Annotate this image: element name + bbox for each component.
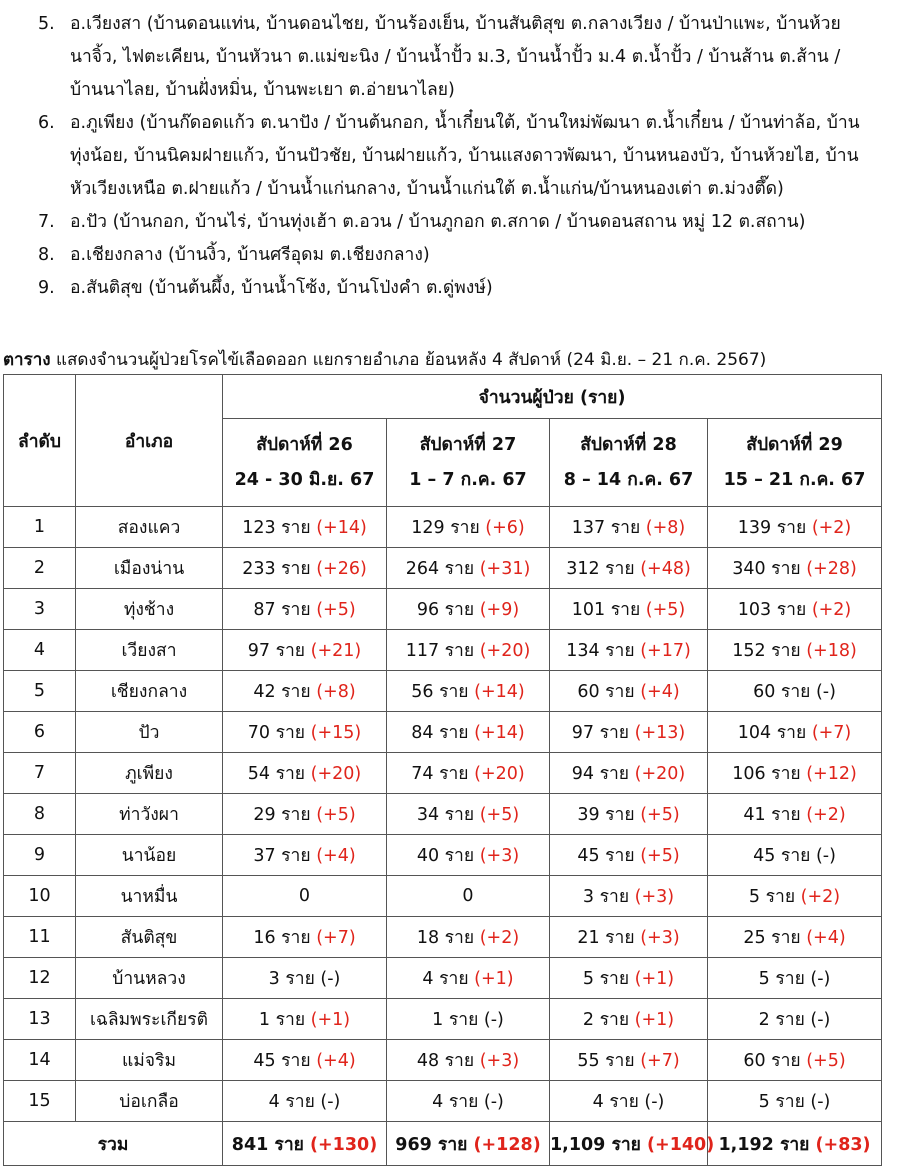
row-district: เฉลิมพระเกียรติ — [76, 999, 223, 1040]
case-delta: (+20) — [310, 764, 362, 784]
list-item — [0, 239, 900, 272]
week-cell — [387, 630, 550, 671]
case-count: 1 ราย (-) — [432, 1010, 504, 1030]
case-count: 4 ราย (-) — [432, 1092, 504, 1112]
row-order: 4 — [4, 630, 76, 671]
total-cell — [223, 1122, 387, 1166]
case-count: 2 ราย (-) — [758, 1010, 831, 1030]
week-cell — [550, 589, 708, 630]
case-delta: (+20) — [474, 764, 525, 784]
list-item — [0, 107, 900, 206]
case-count: 41 ราย — [743, 805, 801, 825]
case-delta: (+5) — [316, 600, 356, 620]
case-delta: (+1) — [310, 1010, 351, 1030]
row-order: 9 — [4, 835, 76, 876]
week-cell — [223, 630, 387, 671]
case-delta: (+48) — [640, 559, 691, 579]
table-row — [4, 958, 882, 999]
week-cell — [708, 630, 882, 671]
case-count: 264 ราย — [405, 559, 475, 579]
case-count: 123 ราย — [242, 518, 311, 538]
row-district: บ้านหลวง — [76, 958, 223, 999]
case-count: 84 ราย — [411, 723, 469, 743]
case-delta: (+5) — [640, 805, 680, 825]
case-delta: (+2) — [800, 887, 841, 907]
week-cell — [708, 917, 882, 958]
list-item — [0, 206, 900, 239]
week-cell — [223, 671, 387, 712]
case-count: 39 ราย — [577, 805, 635, 825]
total-value: 1,192 ราย — [718, 1134, 810, 1155]
case-delta: (+14) — [316, 518, 367, 538]
row-district: ปัว — [76, 712, 223, 753]
list-item — [0, 272, 900, 305]
table-row — [4, 753, 882, 794]
list-item-text: อ.ภูเพียง (บ้านก๊ดอดแก้ว ต.นาปัง / บ้านต้นกอก, น้ำเกี๋ยนใต้, บ้านใหม่พัฒนา ต.น้ำเกี๋ยน / บ้านท่าล้อ, บ้านทุ่งน้อย, บ้านนิคมฝายแก้ว, บ้านปัวชัย, บ้านฝายแก้ว, บ้านแสงดาวพัฒนา, บ้านหนองบัว, บ้านห้วยไฮ, บ้านหัวเวียงเหนือ ต.ฝายแก้ว / บ้านน้ำแก่นกลาง, บ้านน้ำแก่นใต้ ต.น้ำแก่น/บ้านหนองเต่า ต.ม่วงตึ๊ด) — [70, 113, 860, 199]
week-cell — [708, 1040, 882, 1081]
week-cell — [708, 835, 882, 876]
table-row — [4, 835, 882, 876]
row-district: เวียงสา — [76, 630, 223, 671]
week-cell — [550, 507, 708, 548]
row-district: นาน้อย — [76, 835, 223, 876]
week-cell — [223, 1040, 387, 1081]
list-item-text: อ.เชียงกลาง (บ้านงิ้ว, บ้านศรีอุดม ต.เชียงกลาง) — [70, 245, 430, 265]
case-count: 60 ราย — [743, 1051, 801, 1071]
table-row — [4, 1081, 882, 1122]
case-delta: (+15) — [310, 723, 362, 743]
list-item-text: อ.สันติสุข (บ้านต้นผึ้ง, บ้านน้ำโซ้ง, บ้านโป่งคำ ต.ดู่พงษ์) — [70, 278, 493, 298]
week-cell — [708, 671, 882, 712]
week-cell — [708, 753, 882, 794]
week-cell — [708, 1081, 882, 1122]
case-count: 137 ราย — [571, 518, 641, 538]
header-district: อำเภอ — [76, 375, 223, 507]
case-count: 5 ราย (-) — [758, 1092, 831, 1112]
row-district: สองแคว — [76, 507, 223, 548]
row-order: 10 — [4, 876, 76, 917]
case-count: 45 ราย — [253, 1051, 311, 1071]
week-cell — [708, 712, 882, 753]
total-delta: (+130) — [310, 1134, 378, 1155]
case-count: 152 ราย — [732, 641, 801, 661]
week-cell — [708, 999, 882, 1040]
case-delta: (+5) — [640, 846, 680, 866]
total-value: 1,109 ราย — [550, 1134, 641, 1155]
case-count: 54 ราย — [247, 764, 306, 784]
total-delta: (+83) — [815, 1134, 871, 1155]
table-row — [4, 712, 882, 753]
case-count: 129 ราย — [411, 518, 480, 538]
table-row — [4, 507, 882, 548]
case-count: 94 ราย — [571, 764, 630, 784]
row-district: แม่จริม — [76, 1040, 223, 1081]
week-cell — [708, 876, 882, 917]
row-order: 3 — [4, 589, 76, 630]
week-title: สัปดาห์ที่ 28 — [580, 434, 677, 455]
week-cell — [223, 589, 387, 630]
case-count: 96 ราย — [416, 600, 475, 620]
row-district: เชียงกลาง — [76, 671, 223, 712]
week-cell — [387, 589, 550, 630]
case-delta: (+2) — [479, 928, 520, 948]
row-district: ภูเพียง — [76, 753, 223, 794]
row-order: 5 — [4, 671, 76, 712]
week-cell — [550, 1081, 708, 1122]
row-order: 12 — [4, 958, 76, 999]
week-cell — [387, 917, 550, 958]
case-count: 312 ราย — [566, 559, 635, 579]
week-cell — [223, 835, 387, 876]
case-count: 21 ราย — [577, 928, 635, 948]
case-count: 18 ราย — [416, 928, 475, 948]
week-cell — [550, 876, 708, 917]
case-delta: (+18) — [806, 641, 857, 661]
week-range: 8 – 14 ก.ค. 67 — [563, 469, 694, 490]
case-delta: (+28) — [806, 559, 857, 579]
week-cell — [708, 794, 882, 835]
list-item-text: อ.ปัว (บ้านกอก, บ้านไร่, บ้านทุ่งเฮ้า ต.อวน / บ้านภูกอก ต.สกาด / บ้านดอนสถาน หมู่ 12 ต.สถาน) — [70, 212, 806, 232]
case-delta: (+2) — [811, 600, 852, 620]
week-range: 24 - 30 มิ.ย. 67 — [234, 469, 375, 490]
table-caption — [3, 346, 766, 374]
week-cell — [550, 999, 708, 1040]
week-cell — [550, 753, 708, 794]
week-title: สัปดาห์ที่ 29 — [746, 434, 843, 455]
week-cell — [387, 548, 550, 589]
case-count: 42 ราย — [253, 682, 311, 702]
total-delta: (+128) — [473, 1134, 541, 1155]
case-count: 0 — [298, 886, 311, 906]
week-cell — [223, 507, 387, 548]
week-cell — [550, 917, 708, 958]
case-count: 74 ราย — [411, 764, 469, 784]
case-count: 4 ราย (-) — [268, 1092, 341, 1112]
week-cell — [550, 794, 708, 835]
case-count: 139 ราย — [737, 518, 807, 538]
total-cell — [550, 1122, 715, 1166]
row-order: 11 — [4, 917, 76, 958]
case-delta: (+31) — [479, 559, 531, 579]
total-cell — [387, 1122, 550, 1166]
case-delta: (+17) — [640, 641, 691, 661]
table-row — [4, 794, 882, 835]
week-cell — [708, 548, 882, 589]
list-item-number: 5. — [38, 14, 55, 34]
week-cell — [708, 589, 882, 630]
case-delta: (+7) — [316, 928, 356, 948]
case-count: 40 ราย — [416, 846, 475, 866]
header-order: ลำดับ — [4, 375, 76, 507]
case-delta: (+14) — [474, 682, 525, 702]
header-week — [708, 419, 882, 507]
row-order: 15 — [4, 1081, 76, 1122]
table-body — [4, 507, 882, 1122]
case-count: 4 ราย — [422, 969, 469, 989]
week-cell — [223, 1081, 387, 1122]
row-district: นาหมื่น — [76, 876, 223, 917]
case-count: 60 ราย (-) — [753, 682, 836, 702]
case-delta: (+26) — [316, 559, 367, 579]
case-delta: (+14) — [474, 723, 525, 743]
week-cell — [387, 835, 550, 876]
total-row — [4, 1122, 882, 1166]
week-cell — [708, 507, 882, 548]
total-cell — [708, 1122, 882, 1166]
case-count: 45 ราย (-) — [753, 846, 836, 866]
header-week — [550, 419, 708, 507]
case-count: 2 ราย — [582, 1010, 630, 1030]
list-item — [0, 8, 900, 107]
case-delta: (+1) — [634, 969, 675, 989]
row-order: 1 — [4, 507, 76, 548]
total-value: 969 ราย — [395, 1134, 468, 1155]
case-count: 4 ราย (-) — [592, 1092, 665, 1112]
case-count: 104 ราย — [737, 723, 807, 743]
row-district: ทุ่งช้าง — [76, 589, 223, 630]
week-cell — [550, 835, 708, 876]
list-item-number: 9. — [38, 278, 55, 298]
caption-label: ตาราง — [3, 350, 51, 370]
row-district: สันติสุข — [76, 917, 223, 958]
case-delta: (+5) — [645, 600, 686, 620]
list-item-number: 7. — [38, 212, 55, 232]
week-cell — [223, 712, 387, 753]
week-cell — [387, 999, 550, 1040]
row-order: 13 — [4, 999, 76, 1040]
case-count: 60 ราย — [577, 682, 635, 702]
case-count: 87 ราย — [253, 600, 311, 620]
week-cell — [387, 1081, 550, 1122]
week-cell — [708, 958, 882, 999]
case-count: 106 ราย — [732, 764, 801, 784]
case-count: 25 ราย — [743, 928, 801, 948]
case-delta: (+4) — [806, 928, 846, 948]
case-delta: (+1) — [474, 969, 514, 989]
case-count: 103 ราย — [737, 600, 807, 620]
total-label: รวม — [4, 1122, 223, 1166]
case-delta: (+4) — [316, 846, 356, 866]
case-delta: (+21) — [310, 641, 362, 661]
dengue-cases-table — [3, 374, 882, 1166]
case-delta: (+12) — [806, 764, 857, 784]
header-week — [387, 419, 550, 507]
case-delta: (+9) — [479, 600, 520, 620]
case-count: 5 ราย (-) — [758, 969, 831, 989]
case-delta: (+20) — [634, 764, 686, 784]
case-delta: (+5) — [479, 805, 520, 825]
case-delta: (+5) — [316, 805, 356, 825]
week-cell — [550, 1040, 708, 1081]
list-item-number: 8. — [38, 245, 55, 265]
week-range: 1 – 7 ก.ค. 67 — [409, 469, 527, 490]
row-district: ท่าวังผา — [76, 794, 223, 835]
case-count: 101 ราย — [571, 600, 641, 620]
week-cell — [387, 712, 550, 753]
row-district: เมืองน่าน — [76, 548, 223, 589]
case-delta: (+7) — [640, 1051, 680, 1071]
week-cell — [550, 630, 708, 671]
case-delta: (+4) — [316, 1051, 356, 1071]
case-count: 117 ราย — [405, 641, 475, 661]
case-count: 97 ราย — [247, 641, 306, 661]
case-delta: (+2) — [806, 805, 846, 825]
list-item-text: อ.เวียงสา (บ้านดอนแท่น, บ้านดอนไชย, บ้านร้องเย็น, บ้านสันติสุข ต.กลางเวียง / บ้านป่าแพะ, บ้านห้วยนาจิ้ว, ไฟตะเคียน, บ้านหัวนา ต.แม่ขะนิง / บ้านน้ำปั้ว ม.3, บ้านน้ำปั้ว ม.4 ต.น้ำปั้ว / บ้านส้าน ต.ส้าน / บ้านนาไลย, บ้านฝั่งหมิ่น, บ้านพะเยา ต.อ่ายนาไลย) — [70, 14, 841, 100]
case-delta: (+3) — [634, 887, 675, 907]
row-order: 6 — [4, 712, 76, 753]
table-row — [4, 589, 882, 630]
case-delta: (+5) — [806, 1051, 846, 1071]
case-count: 55 ราย — [577, 1051, 635, 1071]
row-order: 14 — [4, 1040, 76, 1081]
list-item-number: 6. — [38, 113, 55, 133]
case-count: 97 ราย — [571, 723, 630, 743]
case-count: 3 ราย (-) — [268, 969, 341, 989]
case-count: 5 ราย — [582, 969, 630, 989]
case-delta: (+8) — [645, 518, 686, 538]
row-order: 2 — [4, 548, 76, 589]
case-delta: (+3) — [640, 928, 680, 948]
table-row — [4, 630, 882, 671]
week-cell — [550, 712, 708, 753]
week-cell — [387, 753, 550, 794]
week-range: 15 – 21 ก.ค. 67 — [723, 469, 866, 490]
table-row — [4, 876, 882, 917]
week-title: สัปดาห์ที่ 27 — [419, 434, 517, 455]
header-patient-count: จำนวนผู้ป่วย (ราย) — [223, 375, 882, 419]
week-cell — [387, 794, 550, 835]
case-delta: (+4) — [640, 682, 680, 702]
case-delta: (+3) — [479, 846, 520, 866]
week-cell — [223, 548, 387, 589]
total-value: 841 ราย — [231, 1134, 304, 1155]
caption-text: แสดงจำนวนผู้ป่วยโรคไข้เลือดออก แยกรายอำเภอ ย้อนหลัง 4 สัปดาห์ (24 มิ.ย. – 21 ก.ค. 2567) — [50, 350, 767, 370]
week-cell — [550, 958, 708, 999]
case-delta: (+7) — [811, 723, 852, 743]
row-order: 7 — [4, 753, 76, 794]
header-week — [223, 419, 387, 507]
case-count: 70 ราย — [247, 723, 306, 743]
total-delta: (+140) — [647, 1134, 715, 1155]
district-village-list — [0, 8, 900, 305]
week-cell — [223, 794, 387, 835]
case-count: 340 ราย — [732, 559, 801, 579]
case-count: 37 ราย — [253, 846, 311, 866]
case-count: 45 ราย — [577, 846, 635, 866]
case-count: 1 ราย — [258, 1010, 306, 1030]
case-count: 29 ราย — [253, 805, 311, 825]
case-delta: (+6) — [485, 518, 525, 538]
table-row — [4, 999, 882, 1040]
week-cell — [387, 671, 550, 712]
case-count: 56 ราย — [411, 682, 469, 702]
case-count: 48 ราย — [416, 1051, 475, 1071]
week-cell — [387, 507, 550, 548]
case-count: 233 ราย — [242, 559, 311, 579]
week-cell — [387, 1040, 550, 1081]
table-row — [4, 917, 882, 958]
week-cell — [223, 917, 387, 958]
row-district: บ่อเกลือ — [76, 1081, 223, 1122]
case-count: 134 ราย — [566, 641, 635, 661]
week-cell — [223, 876, 387, 917]
case-delta: (+1) — [634, 1010, 675, 1030]
case-count: 16 ราย — [253, 928, 311, 948]
case-delta: (+20) — [479, 641, 531, 661]
week-cell — [223, 753, 387, 794]
case-delta: (+13) — [634, 723, 686, 743]
case-count: 0 — [462, 886, 474, 906]
table-row — [4, 548, 882, 589]
week-cell — [223, 958, 387, 999]
week-cell — [223, 999, 387, 1040]
case-delta: (+2) — [811, 518, 852, 538]
week-title: สัปดาห์ที่ 26 — [256, 434, 353, 455]
table-row — [4, 1040, 882, 1081]
case-count: 3 ราย — [582, 887, 630, 907]
case-count: 34 ราย — [416, 805, 475, 825]
table-row — [4, 671, 882, 712]
case-delta: (+3) — [479, 1051, 520, 1071]
case-delta: (+8) — [316, 682, 356, 702]
row-order: 8 — [4, 794, 76, 835]
week-cell — [387, 958, 550, 999]
case-count: 5 ราย — [748, 887, 796, 907]
week-cell — [387, 876, 550, 917]
week-cell — [550, 671, 708, 712]
week-cell — [550, 548, 708, 589]
